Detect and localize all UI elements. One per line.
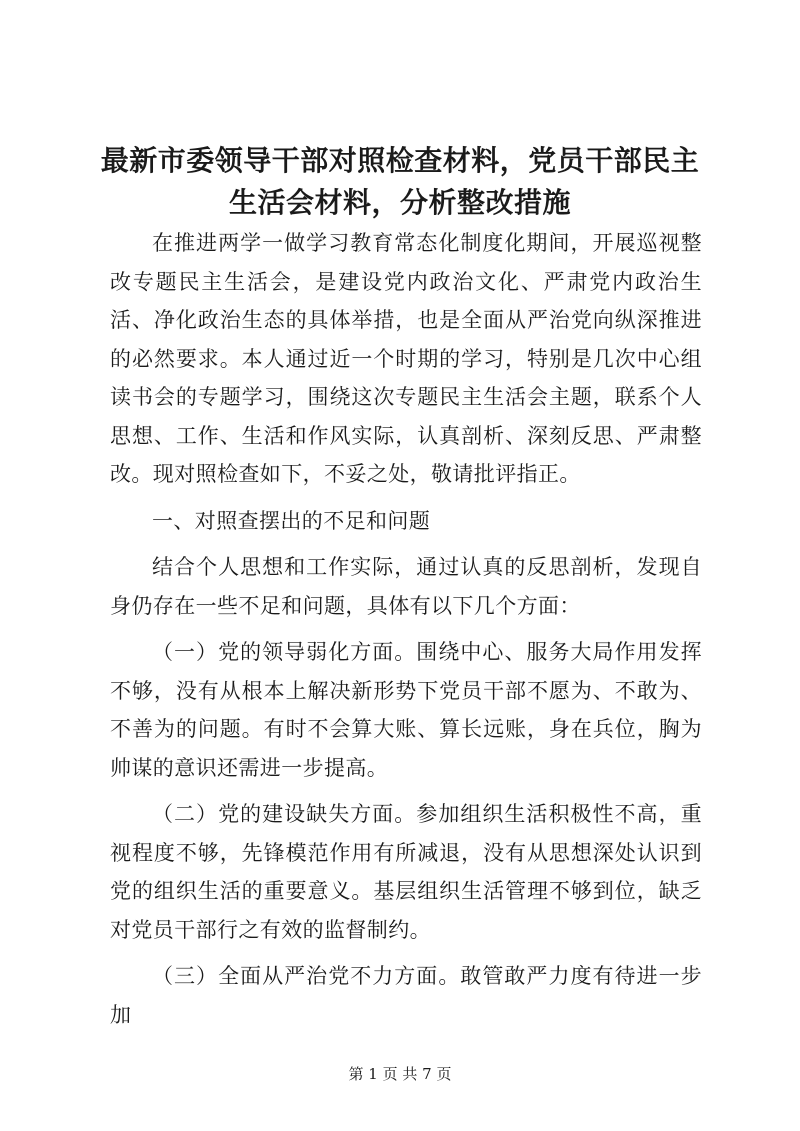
paragraph-item-2: （二）党的建设缺失方面。参加组织生活积极性不高，重视程度不够，先锋模范作用有所减退，没有从思想深处认识到党的组织生活的重要意义。基层组织生活管理不够到位，缺乏对党员干部行之有效的监督制约。	[110, 802, 702, 942]
section-heading-problems: 一、对照查摆出的不足和问题	[152, 508, 431, 533]
document-title: 最新市委领导干部对照检查材料，党员干部民主生活会材料，分析整改措施	[100, 144, 700, 219]
paragraph-intro: 在推进两学一做学习教育常态化制度化期间，开展巡视整改专题民主生活会，是建设党内政治文化、严肃党内政治生活、净化政治生态的具体举措，也是全面从严治党向纵深推进的必然要求。本人通过近一个时期的学习，特别是几次中心组读书会的专题学习，围绕这次专题民主生活会主题，联系个人思想、工作、生活和作风实际，认真剖析、深刻反思、严肃整改。现对照检查如下，不妥之处，敬请批评指正。	[110, 231, 702, 486]
paragraph-item-1: （一）党的领导弱化方面。围绕中心、服务大局作用发挥不够，没有从根本上解决新形势下党员干部不愿为、不敢为、不善为的问题。有时不会算大账、算长远账，身在兵位，胸为帅谋的意识还需进一步提高。	[110, 640, 702, 780]
paragraph-item-3: （三）全面从严治党不力方面。敢管敢严力度有待进一步加	[110, 964, 702, 1027]
paragraph-summary: 结合个人思想和工作实际，通过认真的反思剖析，发现自身仍存在一些不足和问题，具体有以下几个方面：	[110, 555, 702, 618]
document-body	[110, 224, 702, 1034]
page-number-footer: 第 1 页 共 7 页	[348, 1065, 452, 1083]
